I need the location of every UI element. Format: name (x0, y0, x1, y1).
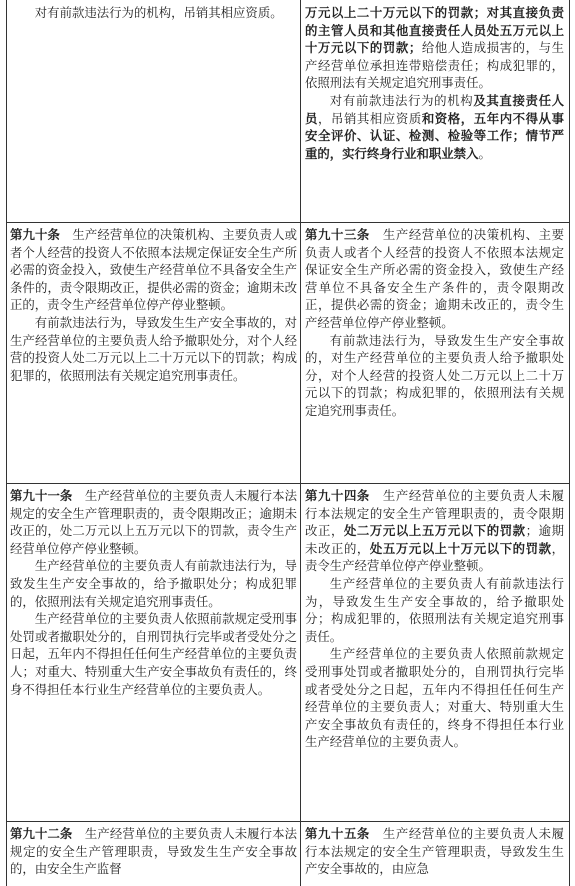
article-90-old (10, 226, 297, 384)
article-93-new (305, 226, 564, 420)
paragraph: 生产经营单位的主要负责人依照前款规定受刑事处罚或者撤职处分的，自刑罚执行完毕或者受处分之日起，五年内不得担任任何生产经营单位的主要负责人；对重大、特别重大生产安全事故负有责任的，终身不得担任本行业生产经营单位的主要负责人。 (10, 611, 297, 697)
paragraph: 第九十条 生产经营单位的决策机构、主要负责人或者个人经营的投资人不依照本法规定保证安全生产所必需的资金投入，致使生产经营单位不具备安全生产条件的，责令限期改正，提供必需的资金；逾期未改正的，责令生产经营单位停产停业整顿。 (10, 227, 298, 313)
row1-new-text (305, 4, 564, 162)
amended-text: 和资格，五年内不得从事安全评价、认证、检测、检验等工作；情节严重的，实行终身行业和职业禁入 (305, 110, 565, 161)
paragraph: 万元以上二十万元以下的罚款；对其直接负责的主管人员和其他直接责任人员处五万元以上十万元以下的罚款；给他人造成损害的，与生产经营单位承担连带赔偿责任；构成犯罪的，依照刑法有关规定追究刑事责任。 (305, 5, 565, 91)
paragraph: 对有前款违法行为的机构，吊销其相应资质。 (34, 5, 283, 20)
amended-text: 万元以上二十万元以下的罚款；对其直接负责的主管人员和其他直接责任人员处五万元以上十万元以下的罚款； (305, 5, 564, 56)
row-divider (6, 483, 569, 484)
paragraph: 有前款违法行为，导致发生生产安全事故的，对生产经营单位的主要负责人给予撤职处分，对个人经营的投资人处二万元以上二十万元以下的罚款；构成犯罪的，依照刑法有关规定追究刑事责任。 (305, 332, 564, 418)
article-91-old (10, 487, 297, 698)
amended-text: 及其直接责任人员 (305, 92, 565, 126)
paragraph: 第九十二条 生产经营单位的主要负责人未履行本法规定的安全生产管理职责，导致发生生产安全事故的，由安全生产监督 (10, 826, 298, 877)
row-divider (6, 821, 569, 822)
article-number: 第九十三条 (305, 227, 370, 242)
article-number: 第九十四条 (305, 488, 370, 503)
article-95-new (305, 825, 564, 878)
article-92-old (10, 825, 297, 878)
amended-text: 处二万元以上五万元以下的罚款 (343, 523, 526, 539)
article-number: 第九十一条 (10, 488, 73, 503)
article-number: 第九十条 (10, 227, 60, 242)
paragraph: 第九十五条 生产经营单位的主要负责人未履行本法规定的安全生产管理职责，导致发生生产安全事故的，由应急 (305, 826, 565, 877)
column-divider (300, 0, 301, 886)
paragraph: 生产经营单位的主要负责人有前款违法行为，导致发生生产安全事故的，给予撤职处分；构成犯罪的，依照刑法有关规定追究刑事责任。 (305, 575, 564, 644)
paragraph: 第九十一条 生产经营单位的主要负责人未履行本法规定的安全生产管理职责的，责令限期改正；逾期未改正的，处二万元以上五万元以下的罚款，责令生产经营单位停产停业整顿。 (10, 488, 298, 556)
article-number: 第九十五条 (305, 826, 370, 841)
paragraph: 有前款违法行为，导致发生生产安全事故的，对生产经营单位的主要负责人给予撤职处分，对个人经营的投资人处二万元以上二十万元以下的罚款；构成犯罪的，依照刑法有关规定追究刑事责任。 (10, 314, 297, 383)
paragraph: 生产经营单位的主要负责人依照前款规定受刑事处罚或者撤职处分的，自刑罚执行完毕或者受处分之日起，五年内不得担任任何生产经营单位的主要负责人；对重大、特别重大生产安全事故负有责任的，终身不得担任本行业生产经营单位的主要负责人。 (305, 646, 564, 750)
paragraph: 对有前款违法行为的机构及其直接责任人员，吊销其相应资质和资格，五年内不得从事安全评价、认证、检测、检验等工作；情节严重的，实行终身行业和职业禁入。 (305, 92, 565, 161)
row-divider (6, 222, 569, 223)
article-94-new (305, 487, 564, 751)
article-number: 第九十二条 (10, 826, 73, 841)
amended-text: 处五万元以上十万元以下的罚款 (369, 540, 552, 556)
paragraph: 第九十三条 生产经营单位的决策机构、主要负责人或者个人经营的投资人不依照本法规定保证安全生产所必需的资金投入，致使生产经营单位不具备安全生产条件的，责令限期改正，提供必需的资金；逾期未改正的，责令生产经营单位停产停业整顿。 (305, 227, 565, 330)
paragraph: 第九十四条 生产经营单位的主要负责人未履行本法规定的安全生产管理职责的，责令限期改正，处二万元以上五万元以下的罚款；逾期未改正的，处五万元以上十万元以下的罚款，责令生产经营单位停产停业整顿。 (305, 488, 565, 574)
row1-old-text (10, 4, 297, 22)
paragraph: 生产经营单位的主要负责人有前款违法行为，导致发生生产安全事故的，给予撤职处分；构成犯罪的，依照刑法有关规定追究刑事责任。 (10, 558, 297, 609)
